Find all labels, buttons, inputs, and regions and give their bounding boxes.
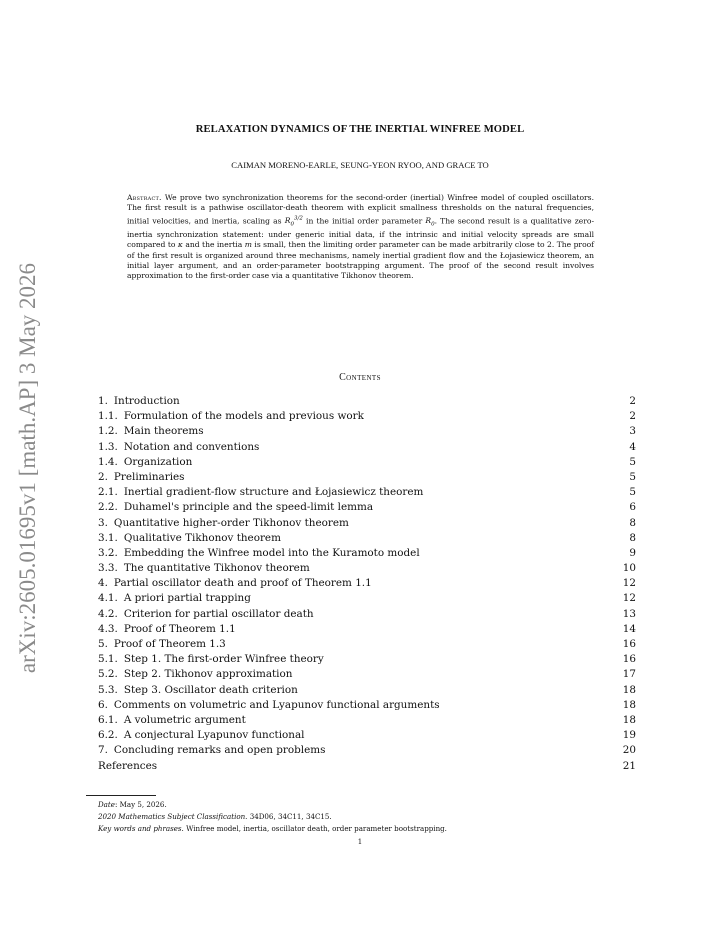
toc-entry-label (98, 713, 246, 728)
toc-entry-number: 3.2. (98, 546, 118, 559)
toc-entry[interactable] (98, 531, 636, 546)
toc-entry[interactable] (98, 440, 636, 455)
toc-entry-number: 1.3. (98, 440, 118, 453)
toc-entry[interactable] (98, 637, 636, 652)
toc-entry-page: 19 (622, 729, 636, 742)
toc-entry-title: Formulation of the models and previous work (123, 410, 364, 423)
toc-entry-number: 2.2. (98, 501, 118, 514)
toc-entry-label (98, 424, 204, 439)
toc-entry-number: 3.3. (98, 562, 118, 575)
toc-entry-number: 3.1. (98, 531, 118, 544)
toc-entry-title: References (98, 759, 158, 772)
toc-entry-page: 14 (622, 622, 636, 635)
toc-entry-number: 4.1. (98, 592, 118, 605)
toc-entry-title: Duhamel's principle and the speed-limit lemma (123, 501, 374, 514)
toc-entry-title: A priori partial trapping (123, 592, 251, 605)
abstract-text-1: We prove two synchronization theorems for the second-order (inertial) Winfree model of coupled oscillators. The first result is a pathwise oscillator-death theorem with explicit smallness thresholds on the natural frequencies, initial velocities, and inertia, scaling as (127, 193, 594, 226)
toc-entry-number: 6. (98, 698, 108, 711)
toc-entry[interactable] (98, 759, 636, 774)
footnote-date (98, 799, 658, 811)
toc-entry-page: 8 (629, 531, 636, 544)
authors: CAIMAN MORENO-EARLE, SEUNG-YEON RYOO, AND GRACE TO (231, 160, 489, 170)
abstract (127, 193, 594, 282)
contents-heading: Contents (339, 372, 381, 383)
keywords-value: Winfree model, inertia, oscillator death, order parameter bootstrapping. (186, 823, 447, 833)
toc-entry-title: Qualitative Tikhonov theorem (123, 531, 281, 544)
toc-entry[interactable] (98, 591, 636, 606)
toc-entry-number: 1.1. (98, 410, 118, 423)
toc-entry-number: 1.4. (98, 455, 118, 468)
toc-entry-label (98, 622, 236, 637)
toc-entry-title: Notation and conventions (123, 440, 260, 453)
date-value: : May 5, 2026. (114, 800, 167, 809)
toc-entry-page: 20 (622, 744, 636, 757)
toc-entry-label (98, 667, 292, 682)
toc-entry-label (98, 470, 185, 485)
toc-entry-page: 13 (622, 607, 636, 620)
paper-title: RELAXATION DYNAMICS OF THE INERTIAL WINFREE MODEL (195, 124, 525, 135)
toc-entry-label (98, 440, 259, 455)
toc-entry-title: Proof of Theorem 1.3 (113, 638, 226, 650)
toc-entry[interactable] (98, 728, 636, 743)
toc-entry-number: 4. (98, 577, 108, 590)
toc-entry-label (98, 743, 325, 758)
toc-entry-title: Criterion for partial oscillator death (123, 607, 314, 620)
toc-entry-page: 4 (629, 440, 636, 453)
toc-entry[interactable] (98, 470, 636, 485)
toc-entry-number: 5.2. (98, 668, 118, 681)
toc-entry-label (98, 485, 423, 500)
footnote-msc (98, 811, 658, 823)
toc-entry-number: 4.2. (98, 607, 118, 620)
toc-entry-title: Comments on volumetric and Lyapunov functional arguments (113, 698, 440, 711)
toc-entry-number: 4.3. (98, 622, 118, 635)
toc-entry[interactable] (98, 622, 636, 637)
msc-label: 2020 Mathematics Subject Classification. (98, 811, 248, 821)
toc-entry-page: 21 (622, 759, 636, 772)
toc-entry-title: Step 1. The first-order Winfree theory (123, 653, 324, 666)
toc-entry-label (98, 455, 192, 470)
date-label: Date (98, 800, 115, 809)
toc-entry-label (98, 607, 314, 622)
toc-entry-page: 2 (629, 395, 636, 407)
toc-entry-title: Organization (123, 455, 193, 468)
toc-entry-label (98, 546, 420, 561)
toc-entry[interactable] (98, 546, 636, 561)
toc-entry-label (98, 683, 298, 698)
abstract-math-2: $R_0$ (425, 216, 435, 228)
toc-entry-label (98, 561, 310, 576)
footnote-keywords (98, 823, 658, 835)
toc-entry-title: Preliminaries (113, 470, 185, 483)
toc-entry[interactable] (98, 424, 636, 439)
abstract-text-2: in the initial order parameter (306, 216, 423, 226)
toc-entry[interactable] (98, 394, 636, 409)
footnotes (98, 799, 658, 834)
toc-entry-label (98, 500, 373, 515)
arxiv-stamp: arXiv:2605.01695v1 [math.AP] 3 May 2026 (15, 262, 40, 674)
toc-entry-page: 18 (622, 713, 636, 726)
toc-entry[interactable] (98, 667, 636, 682)
toc-entry-label (98, 516, 349, 531)
abstract-math-3: κ (177, 240, 183, 250)
toc-entry[interactable] (98, 683, 636, 698)
toc-entry-page: 18 (622, 683, 636, 696)
toc-entry-page: 18 (622, 698, 636, 711)
toc-entry-page: 10 (622, 562, 636, 575)
toc-entry-title: Step 2. Tikhonov approximation (123, 668, 293, 681)
table-of-contents (98, 394, 636, 774)
toc-entry-number: 6.1. (98, 713, 118, 726)
abstract-text-4: and the inertia (185, 240, 243, 250)
toc-entry-title: Concluding remarks and open problems (113, 744, 326, 757)
toc-entry-page: 12 (622, 592, 636, 605)
toc-entry[interactable] (98, 698, 636, 713)
abstract-text-5: is small, then the limiting order parameter can be made arbitrarily close to 2. The proof of the first result is organized around three mechanisms, namely inertial gradient flow and the Łojasiewicz theorem, an initial layer argument, and an order-parameter bootstrapping argument. The proof of the second result involves approximation to the first-order case via a quantitative Tikhonov theorem. (127, 240, 595, 281)
toc-entry[interactable] (98, 485, 636, 500)
toc-entry[interactable] (98, 713, 636, 728)
toc-entry-number: 6.2. (98, 729, 118, 742)
toc-entry-number: 7. (98, 744, 108, 757)
toc-entry-page: 9 (629, 546, 636, 559)
toc-entry[interactable] (98, 500, 636, 515)
toc-entry-page: 16 (622, 638, 636, 650)
toc-entry-label (98, 591, 251, 606)
footnote-rule (86, 795, 156, 796)
toc-entry-number: 5. (98, 638, 108, 650)
toc-entry-label (98, 759, 157, 774)
toc-entry-number: 2.1. (98, 486, 118, 499)
toc-entry[interactable] (98, 743, 636, 758)
toc-entry-number: 3. (98, 516, 108, 529)
toc-entry-title: Embedding the Winfree model into the Kuramoto model (123, 546, 420, 559)
toc-entry[interactable] (98, 409, 636, 424)
toc-entry-label (98, 652, 324, 667)
toc-entry[interactable] (98, 576, 636, 591)
toc-entry-label (98, 394, 180, 409)
abstract-math-1: $R_0^{3/2}$ (284, 215, 303, 228)
toc-entry-title: Proof of Theorem 1.1 (123, 622, 236, 635)
toc-entry-title: Main theorems (123, 425, 204, 438)
abstract-math-4: m (244, 240, 252, 250)
toc-entry[interactable] (98, 652, 636, 667)
toc-entry-number: 1. (98, 395, 108, 407)
toc-entry-number: 5.3. (98, 683, 118, 696)
toc-entry-title: The quantitative Tikhonov theorem (123, 562, 310, 575)
toc-entry-label (98, 409, 364, 424)
toc-entry-title: A volumetric argument (123, 713, 246, 726)
toc-entry-label (98, 637, 226, 652)
toc-entry-page: 5 (629, 486, 636, 499)
toc-entry-page: 17 (622, 668, 636, 681)
toc-entry-number: 5.1. (98, 653, 118, 666)
toc-entry-label (98, 531, 281, 546)
toc-entry-number: 1.2. (98, 425, 118, 438)
toc-entry-number: 2. (98, 470, 108, 483)
toc-entry-label (98, 698, 440, 713)
abstract-label: Abstract. (127, 193, 162, 202)
toc-entry-page: 5 (629, 470, 636, 483)
toc-entry-page: 5 (629, 455, 636, 468)
toc-entry-page: 3 (629, 425, 636, 438)
toc-entry[interactable] (98, 607, 636, 622)
toc-entry-label (98, 728, 305, 743)
toc-entry-page: 6 (629, 501, 636, 514)
toc-entry-page: 2 (629, 410, 636, 423)
abstract-text-3: . The second result is a qualitative zero-inertia synchronization statement: under generic initial data, if the intrinsic and initial velocity spreads are small compared to (127, 216, 595, 250)
toc-entry-title: Inertial gradient-flow structure and Łojasiewicz theorem (123, 486, 424, 499)
toc-entry[interactable] (98, 455, 636, 470)
toc-entry-page: 12 (622, 577, 636, 590)
toc-entry-title: Quantitative higher-order Tikhonov theorem (113, 516, 349, 529)
toc-entry-page: 16 (622, 653, 636, 666)
toc-entry-title: Partial oscillator death and proof of Theorem 1.1 (113, 577, 372, 590)
toc-entry-title: Step 3. Oscillator death criterion (123, 683, 298, 696)
msc-value: 34D06, 34C11, 34C15. (249, 811, 332, 821)
page-number: 1 (357, 838, 363, 846)
toc-entry-title: A conjectural Lyapunov functional (123, 729, 305, 742)
toc-entry-title: Introduction (113, 395, 180, 407)
toc-entry-label (98, 576, 372, 591)
toc-entry[interactable] (98, 516, 636, 531)
toc-entry[interactable] (98, 561, 636, 576)
toc-entry-page: 8 (629, 516, 636, 529)
keywords-label: Key words and phrases. (98, 823, 184, 833)
